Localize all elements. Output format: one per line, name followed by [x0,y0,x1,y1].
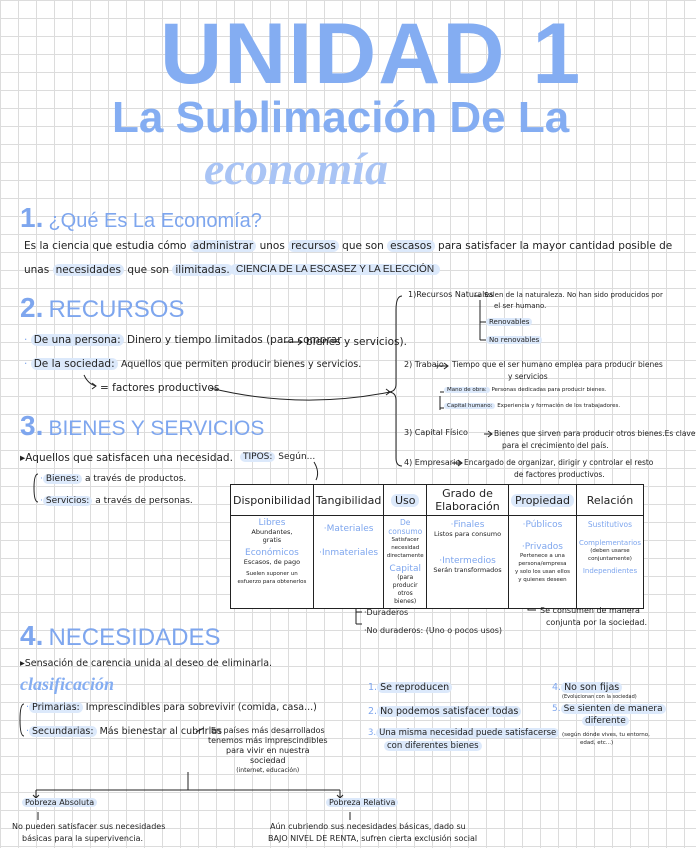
primarias-item: · Primarias: Imprescindibles para sobrevivir (comida, casa...) [26,702,317,713]
cell-tangibilidad: ·Materiales ·Inmateriales [313,516,384,609]
section-1-title: ¿Qué Es La Economía? [48,210,262,232]
section-2-heading [20,292,184,324]
pobreza-absoluta-desc-2: básicas para la supervivencia. [22,834,144,843]
factor-3-desc-1: Bienes que sirven para producir otros bienes.Es clave [494,429,696,438]
pobreza-absoluta-desc-1: No pueden satisfacer sus necesidades [12,822,166,831]
factor-1: 1)Recursos Naturales [408,290,494,299]
cell-disponibilidad: Libres Abundantes, gratis Económicos Escasos, de pago Suelen suponer un esfuerzo para obtenerlos [231,516,314,609]
section-4-title: NECESIDADES [48,624,221,651]
section-3-number: 3. [20,410,44,441]
header-propiedad: Propiedad [508,485,576,516]
section-1-heading [20,202,262,234]
recurso-persona: · De una persona: Dinero y tiempo limitados (para comprar [24,334,342,346]
rasgo-4: 4. No son fijas [552,682,622,693]
section-4-number: 4. [20,620,44,651]
definition-line-1: Es la ciencia que estudia cómo administrar unos recursos que son escasos para satisfacer la mayor cantidad posible de [24,240,673,252]
unit-title: UNIDAD 1 [160,6,583,102]
factor-4-desc-1: Encargado de organizar, dirigir y controlar el resto [464,458,654,467]
definition-line-2: unas necesidades que son ilimitadas. [24,264,233,276]
rasgo-5-nota-1: (según dónde vives, tu entorno, [562,732,650,738]
cell-grado: ·Finales Listos para consumo ·Intermedios Serán transformados [427,516,509,609]
clasificacion-title: clasificación [20,674,114,694]
rasgo-5: 5. Se sienten de manera [552,704,666,714]
factor-1-renovables: Renovables [486,318,532,326]
bienes-definicion: ▸Aquellos que satisfacen una necesidad. [20,452,233,464]
factor-2: 2) Trabajo [404,360,444,369]
factor-2-desc-2: y servicios [508,372,548,381]
section-4-heading [20,620,221,652]
rasgo-3: 3. Una misma necesidad puede satisfacerse [368,728,559,738]
subtitle-economia: economía [204,143,388,194]
publicos-nota-1: Se consumen de manera [540,606,640,615]
rasgo-5-b: diferente [582,716,629,726]
duraderos: ·Duraderos [364,608,409,617]
recurso-sociedad: · De la sociedad: Aquellos que permiten producir bienes y servicios. [24,358,362,370]
servicios-item: · Servicios: a través de personas. [40,496,193,506]
factor-1-desc-1: Salen de la naturaleza. No han sido producidos por [484,291,663,299]
factores-productivos: = factores productivos [100,382,220,394]
pobreza-relativa: Pobreza Relativa [326,798,398,807]
cell-relacion: Sustitutivos Complementarios (deben usarse conjuntamente) Independientes [576,516,643,609]
factor-2-desc-1: Tiempo que el ser humano emplea para producir bienes [452,360,663,369]
header-grado: Grado de Elaboración [427,485,509,516]
tipos-table [230,484,644,609]
factor-3-desc-2: para el crecimiento del país. [502,441,609,450]
cell-uso: De consumo Satisfacer necesidad directamente Capital (para producir otros bienes) [384,516,427,609]
rasgo-4-nota: (Evolucionan con la sociedad) [562,694,637,700]
rasgo-1: 1. Se reproducen [368,682,452,693]
section-1-number: 1. [20,202,44,233]
section-2-number: 2. [20,292,44,323]
header-relacion: Relación [576,485,643,516]
cell-propiedad: ·Públicos ·Privados Pertenece a una persona/empresa y solo los usan ellos y quienes deseen [508,516,576,609]
publicos-nota-2: conjunta por la sociedad. [546,618,647,627]
factor-1-desc-2: el ser humano. [494,302,547,310]
factor-2-capital-humano: Capital humano: Experiencia y formación de los trabajadores. [444,403,620,409]
necesidades-definicion: ▸Sensación de carencia unida al deseo de eliminarla. [20,658,273,669]
rasgo-5-nota-2: edad, etc...) [580,740,614,746]
factor-1-no-renovables: No renovables [486,336,542,344]
secundarias-item: · Secundarias: Más bienestar al cubrirlas [26,726,222,737]
paises-nota: En países más desarrollados tenemos más imprescindibles para vivir en nuestra sociedad (internet, educación) [208,726,328,774]
rasgo-2: 2. No podemos satisfacer todas [368,706,521,717]
factor-4-desc-2: de factores productivos. [514,470,605,479]
section-3-heading [20,410,264,442]
bienes-item: · Bienes: a través de productos. [40,474,187,484]
pobreza-absoluta: Pobreza Absoluta [22,798,97,807]
pobreza-relativa-desc-1: Aún cubriendo sus necesidades básicas, dado su [270,822,466,831]
header-disponibilidad: Disponibilidad [231,485,314,516]
factor-3: 3) Capital Físico [404,428,468,437]
pobreza-relativa-desc-2: BAJO NIVEL DE RENTA, sufren cierta exclusión social [268,834,478,843]
factor-4: 4) Empresario [404,458,461,467]
recurso-persona-end: bienes y servicios). [306,336,407,348]
factor-2-mano-obra: Mano de obra: Personas dedicadas para producir bienes. [444,387,606,393]
subtitle: La Sublimación De La [112,93,570,142]
section-2-title: RECURSOS [48,296,185,323]
no-duraderos: ·No duraderos: (Uno o pocos usos) [364,626,503,635]
section-3-title: BIENES Y SERVICIOS [48,417,265,440]
tipos-label: TIPOS: Según... [240,452,315,462]
ciencia-escasez: CIENCIA DE LA ESCASEZ Y LA ELECCIÓN [230,264,440,275]
header-uso: Uso [384,485,427,516]
header-tangibilidad: Tangibilidad [313,485,384,516]
rasgo-3-b: con diferentes bienes [384,741,482,751]
